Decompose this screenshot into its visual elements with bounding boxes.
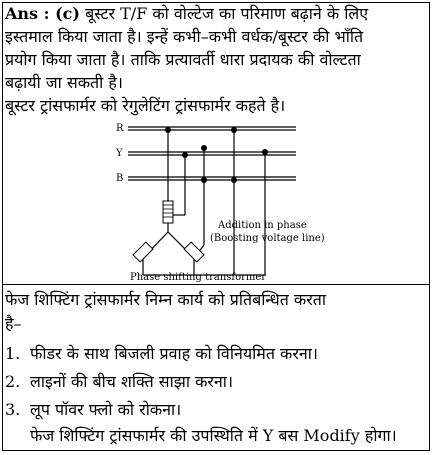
answer-line-5: बूस्टर ट्रांसफार्मर को रेगुलेटिंग ट्रांसफार्मर कहते है। xyxy=(5,96,286,115)
answer-line-4: बढ़ायी जा सकती है। xyxy=(5,73,123,92)
footnote: फेज शिफ्टिंग ट्रांसफार्मर की उपस्थिति में Y बस Modify होगा। xyxy=(30,426,397,445)
section-heading-2: है– xyxy=(5,314,22,333)
phase-label-r: R xyxy=(116,123,124,134)
answer-line-1-text: बूस्टर T/F को वोल्टेज का परिमाण बढ़ाने के लिए xyxy=(85,4,369,23)
list-item: लाइनों की बीच शक्ति साझा करना। xyxy=(30,372,234,391)
answer-line-3: प्रयोग किया जाता है। ताकि प्रत्यावर्ती धारा प्रदायक की वोल्टता xyxy=(5,50,361,69)
addition-label-2: (Boosting voltage line) xyxy=(210,233,325,244)
section-heading-1: फेज शिफ्टिंग ट्रांसफार्मर निम्न कार्य को प्रतिबन्धित करता xyxy=(5,290,327,309)
answer-line-2: इस्तमाल किया जाता है। इन्हें कभी–कभी वर्धक/बूस्टर की भाँति xyxy=(5,27,364,46)
phase-label-b: B xyxy=(116,173,124,184)
list-item: लूप पॉवर फ्लो को रोकना। xyxy=(30,400,182,419)
list-item-number: 1. xyxy=(5,344,21,363)
phase-label-y: Y xyxy=(116,148,123,159)
diagram-caption: Phase shifting transformer xyxy=(130,272,267,283)
list-item: फीडर के साथ बिजली प्रवाह को विनियमित करना। xyxy=(30,344,318,363)
section-divider xyxy=(2,284,430,285)
addition-label-1: Addition in phase xyxy=(218,220,307,231)
list-item-number: 3. xyxy=(5,400,21,419)
answer-prefix: Ans : (c) xyxy=(5,4,80,23)
list-item-number: 2. xyxy=(5,372,21,391)
